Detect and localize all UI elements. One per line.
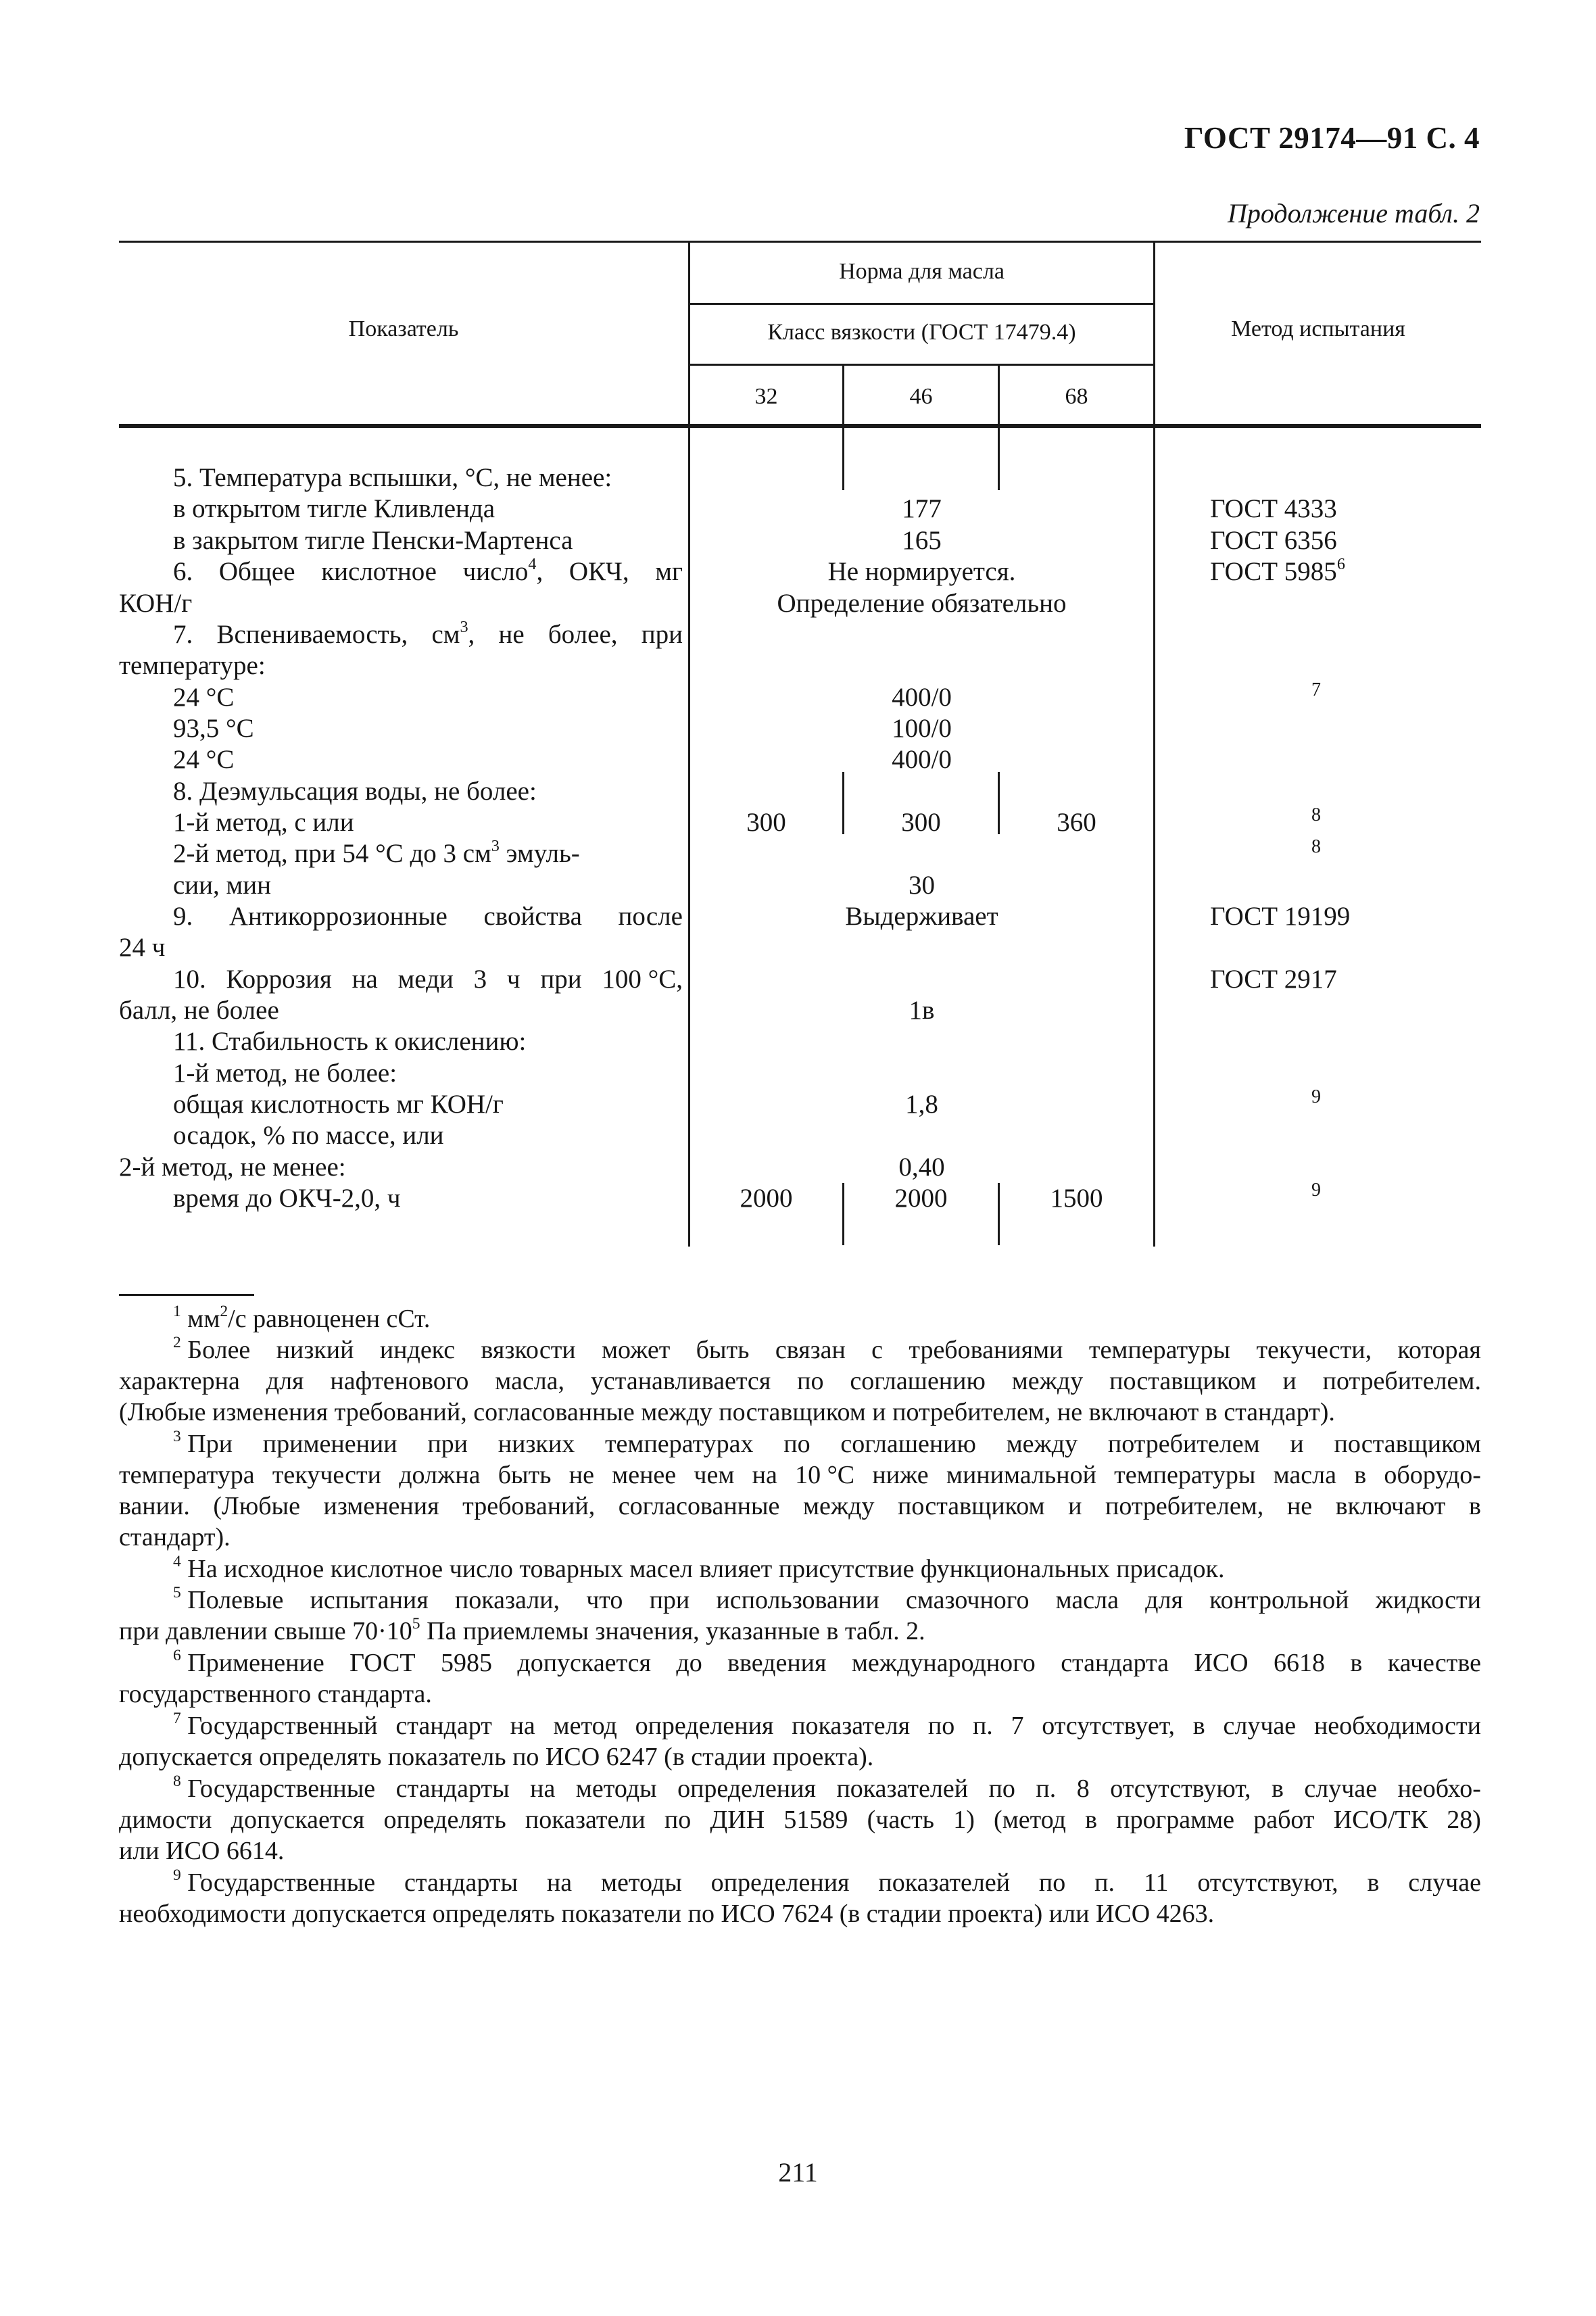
table-row-value: Определение обязательно <box>777 589 1067 618</box>
table-row-indicator: в закрытом тигле Пенски-Мартенса <box>173 526 573 555</box>
value-divider <box>842 428 844 490</box>
table-row-value: 100/0 <box>892 714 952 743</box>
table-row-indicator: 11. Стабильность к окислению: <box>173 1027 527 1056</box>
table-row-method: ГОСТ 5985$^6$ <box>1210 554 1345 586</box>
table-row-indicator: 24 ч <box>119 933 166 962</box>
header-method: Метод испытания <box>1231 316 1405 341</box>
table-row-indicator: 1-й метод, с или <box>173 808 354 837</box>
table-row-value: Не нормируется. <box>827 557 1016 586</box>
table-row-method-footnote-ref: 7 <box>1311 679 1321 700</box>
table-row-indicator: 6. Общее кислотное число$^4$, ОКЧ, мг <box>173 554 683 586</box>
footnote-9: $^9$ Государственные стандарты на методы определения показателей по п. 11 отсутствуют, в случае необходимости допускается определять показатели по ИСО 7624 (в стадии проекта) или ИСО 4263. <box>119 1866 1481 1928</box>
footnote-8: $^8$ Государственные стандарты на методы определения показателей по п. 8 отсутствуют, в случае необхо- димости допускается определять показатели по ДИН 51589 (часть 1) (метод в программе работ ИСО/ТК 28) или ИСО 6614. <box>119 1772 1481 1865</box>
table-row-indicator: в открытом тигле Кливленда <box>173 494 495 523</box>
table-row-indicator: балл, не более <box>119 996 279 1025</box>
table-row-value: Выдерживает <box>845 902 998 931</box>
table-row-method: ГОСТ 2917 <box>1210 965 1337 994</box>
table-row-value-46: 2000 <box>894 1184 948 1213</box>
table-row-indicator: 2-й метод, не менее: <box>119 1153 346 1182</box>
table-row-value: 30 <box>909 871 935 900</box>
table-row-indicator: 9. Антикоррозионные свойства после <box>173 902 683 931</box>
table-row-indicator: 93,5 °С <box>173 714 254 743</box>
table-row-method: ГОСТ 19199 <box>1210 902 1351 931</box>
table-class-rule <box>688 364 1155 366</box>
footnote-1: $^1$ $мм^2/с$ равноценен сСт. <box>173 1303 431 1333</box>
table-row-value-68: 1500 <box>1050 1184 1103 1213</box>
table-row-indicator: 10. Коррозия на меди 3 ч при 100 °С, <box>173 965 683 994</box>
table-col-divider-method <box>1153 241 1155 1247</box>
table-top-rule <box>119 241 1481 243</box>
table-continuation-label: Продолжение табл. 2 <box>1227 198 1480 228</box>
header-norm: Норма для масла <box>839 259 1005 284</box>
table-row-value-32: 2000 <box>740 1184 793 1213</box>
page-number: 211 <box>778 2157 818 2188</box>
table-row-value: 165 <box>902 526 942 555</box>
table-row-value: 1в <box>909 996 935 1025</box>
footnote-4: $^4$ На исходное кислотное число товарных масел влияет присутствие функциональных присадок. <box>173 1553 1225 1583</box>
footnote-3: $^3$ При применении при низких температурах по соглашению между потребителем и поставщиком температура текучести должна быть не менее чем на 10 °С ниже минимальной температуры масла в оборудо- вании. (Любые изменения требований, согласованные между поставщиком и потребителем, не включают в стандарт). <box>119 1428 1481 1551</box>
table-row-indicator: температуре: <box>119 651 266 680</box>
table-row-method-footnote-ref: 8 <box>1311 836 1321 857</box>
table-row-value: 1,8 <box>905 1090 938 1119</box>
footnote-2: $^2$ Более низкий индекс вязкости может быть связан с требованиями температуры текучести, которая характерна для нафтенового масла, устанавливается по соглашению между поставщиком и потребителем. (Любые изменения требований, согласованные между поставщиком и потребителем, не включают в стандарт). <box>119 1334 1481 1426</box>
footnote-6: $^6$ Применение ГОСТ 5985 допускается до введения международного стандарта ИСО 6618 в качестве государственного стандарта. <box>119 1647 1481 1708</box>
header-class-46: 46 <box>909 384 933 409</box>
value-divider <box>998 428 1000 490</box>
table-row-value: 0,40 <box>898 1153 945 1182</box>
table-row-indicator: 7. Вспениваемость, $см^3$, не более, при <box>173 617 683 649</box>
table-row-indicator: общая кислотность мг КОН/г <box>173 1090 504 1119</box>
table-row-value-32: 300 <box>746 808 786 837</box>
header-class-32: 32 <box>754 384 778 409</box>
table-row-value: 400/0 <box>892 745 952 774</box>
table-row-indicator: 1-й метод, не более: <box>173 1059 397 1088</box>
table-row-indicator: КОН/г <box>119 589 193 618</box>
table-row-indicator: 24 °С <box>173 683 235 712</box>
footnote-7: $^7$ Государственный стандарт на метод определения показателя по п. 7 отсутствует, в случае необходимости допускается определять показатель по ИСО 6247 (в стадии проекта). <box>119 1710 1481 1771</box>
table-row-indicator: 8. Деэмульсация воды, не более: <box>173 777 537 806</box>
table-header-bottom-rule <box>119 424 1481 428</box>
header-viscosity-class: Класс вязкости (ГОСТ 17479.4) <box>767 320 1076 345</box>
table-row-method-footnote-ref: 9 <box>1311 1086 1321 1107</box>
table-row-method-footnote-ref: 8 <box>1311 804 1321 825</box>
table-row-indicator: 2-й метод, при 54 °С до 3 $см^3$ эмуль- <box>173 836 580 868</box>
table-row-method: ГОСТ 4333 <box>1210 494 1337 523</box>
document-header: ГОСТ 29174—91 С. 4 <box>1184 121 1480 155</box>
footnote-5: $^5$ Полевые испытания показали, что при использовании смазочного масла для контрольной жидкости при давлении свыше $70\cdot 10^5$ Па приемлемы значения, указанные в табл. 2. <box>119 1584 1481 1645</box>
header-indicator: Показатель <box>348 316 459 341</box>
table-row-value: 177 <box>902 494 942 523</box>
table-row-indicator: время до ОКЧ-2,0, ч <box>173 1184 401 1213</box>
table-row-value-46: 300 <box>901 808 941 837</box>
table-row-indicator: сии, мин <box>173 871 271 900</box>
table-row-indicator: осадок, % по массе, или <box>173 1121 444 1150</box>
table-row-method-footnote-ref: 9 <box>1311 1180 1321 1201</box>
table-row-value-68: 360 <box>1057 808 1096 837</box>
table-row-indicator: 5. Температура вспышки, °С, не менее: <box>173 463 612 492</box>
header-class-68: 68 <box>1065 384 1088 409</box>
footnote-separator <box>119 1294 254 1296</box>
table-row-method: ГОСТ 6356 <box>1210 526 1337 555</box>
table-row-indicator: 24 °С <box>173 745 235 774</box>
table-row-value: 400/0 <box>892 683 952 712</box>
table-norm-rule <box>688 303 1155 305</box>
